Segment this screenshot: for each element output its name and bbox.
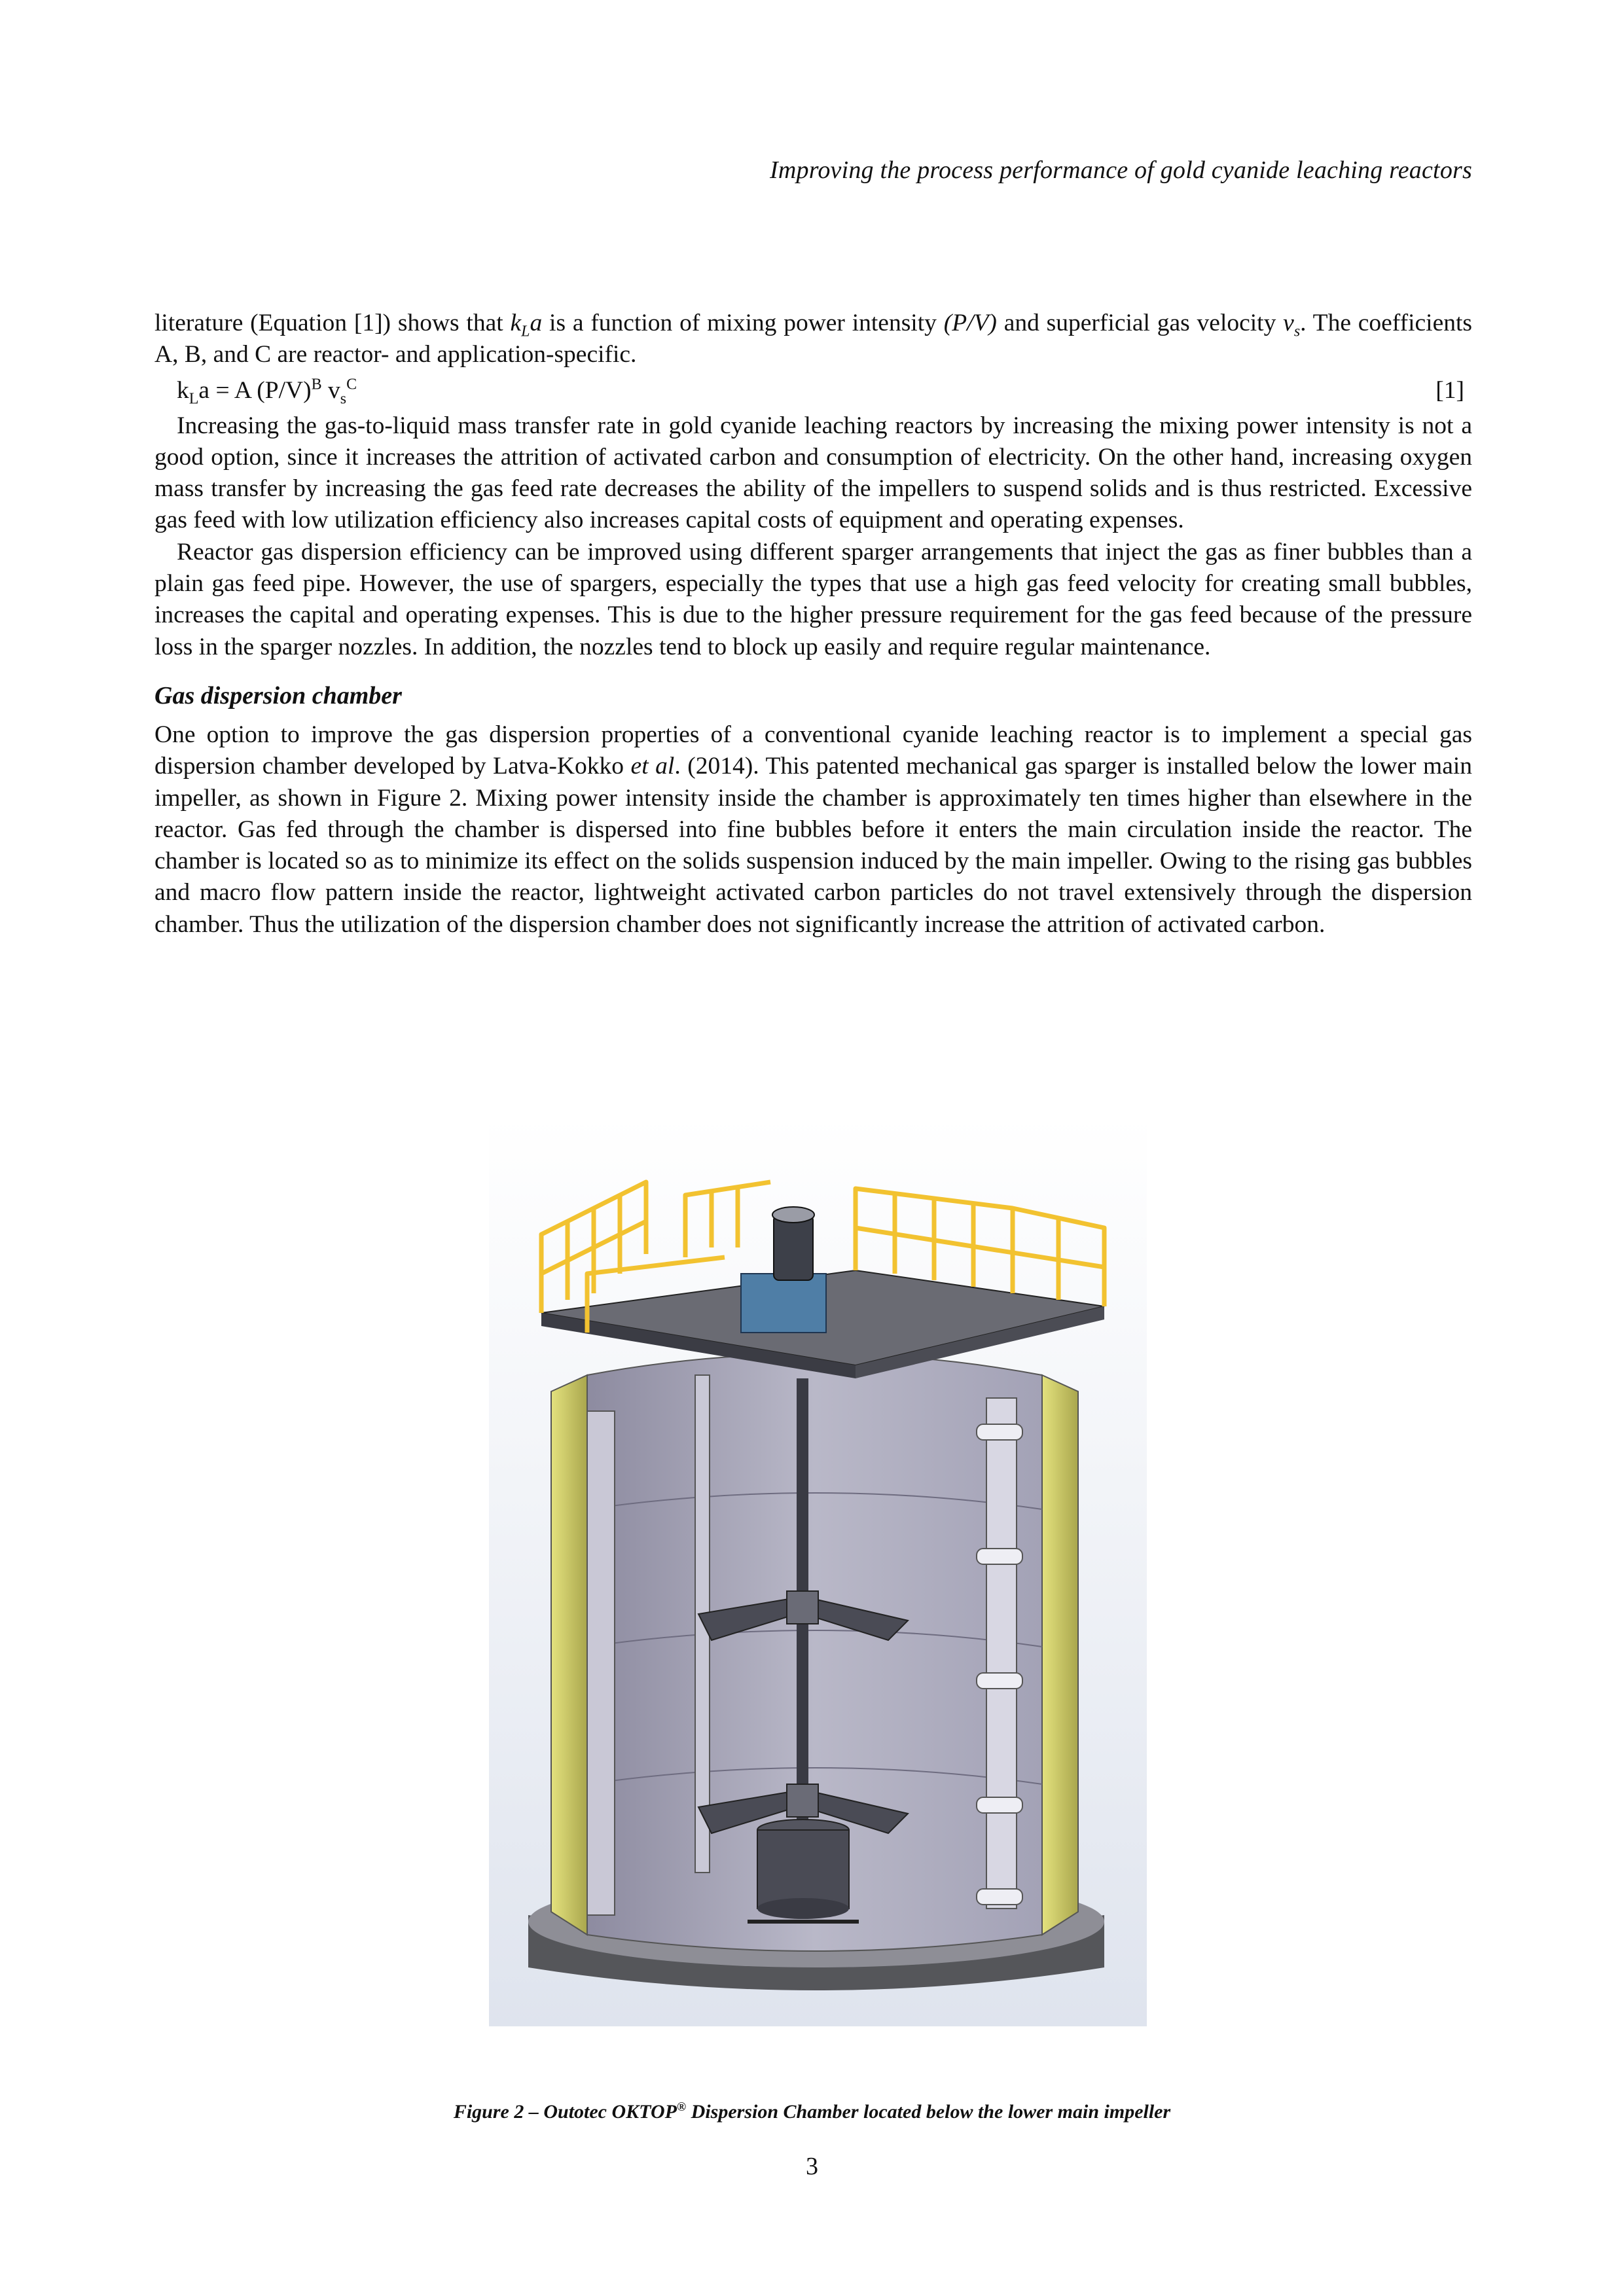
page-number: 3 <box>806 2153 818 2180</box>
figure-caption: Figure 2 – Outotec OKTOP® Dispersion Chamber located below the lower main impeller <box>453 2100 1171 2123</box>
baffle-right <box>986 1398 1017 1909</box>
paragraph-intro: literature (Equation [1]) shows that $k_La$ is a function of mixing power intensity (P/V) and superficial gas velocity $v_s$. The coefficients A, B, and C are reactor- and application-specific. <box>154 310 1472 368</box>
running-header: Improving the process performance of gold cyanide leaching reactors <box>770 156 1472 184</box>
equation-1: $k_La = A$ $(P/V)^B$ $v_s^C$ [1] <box>154 371 1472 410</box>
baffle-left <box>587 1411 615 1915</box>
figure-reactor-illustration <box>489 1117 1147 2026</box>
equation-number: [1] <box>1435 376 1464 404</box>
paragraph-spargers: Reactor gas dispersion efficiency can be improved using different sparger arrangements that inject the gas as finer bubbles than a plain gas feed pipe. However, the use of spargers, especially the types that use a high gas feed velocity for creating small bubbles, increases the capital and operating expenses. This is due to the higher pressure requirement for the gas feed because of the pressure loss in the sparger nozzles. In addition, the nozzles tend to block up easily and require regular maintenance. <box>154 538 1472 660</box>
paragraph-dispersion-chamber: One option to improve the gas dispersion properties of a conventional cyanide leaching reactor is to implement a special gas dispersion chamber developed by Latva-Kokko et al. (2014). This patented mechanical gas sparger is installed below the lower main impeller, as shown in Figure 2. Mixing power intensity inside the chamber is approximately ten times higher than elsewhere in the reactor. Gas fed through the chamber is dispersed into fine bubbles before it enters the main circulation inside the reactor. The chamber is located so as to minimize its effect on the solids suspension induced by the main impeller. Owing to the rising gas bubbles and macro flow pattern inside the reactor, lightweight activated carbon particles do not travel extensively through the dispersion chamber. Thus the utilization of the dispersion chamber does not significantly increase the attrition of activated carbon. <box>154 721 1473 938</box>
section-heading: Gas dispersion chamber <box>154 681 402 709</box>
article-body <box>154 308 1472 941</box>
reactor-shell-left <box>551 1375 587 1935</box>
dispersion-chamber <box>748 1820 859 1922</box>
paragraph-mass-transfer: Increasing the gas-to-liquid mass transfer rate in gold cyanide leaching reactors by increasing the mixing power intensity is not a good option, since it increases the attrition of activated carbon and consumption of electricity. On the other hand, increasing oxygen mass transfer by increasing the gas feed rate decreases the ability of the impellers to suspend solids and is thus restricted. Excessive gas feed with low utilization efficiency also increases capital costs of equipment and operating expenses. <box>154 412 1472 534</box>
reactor-shell-right <box>1042 1375 1078 1935</box>
